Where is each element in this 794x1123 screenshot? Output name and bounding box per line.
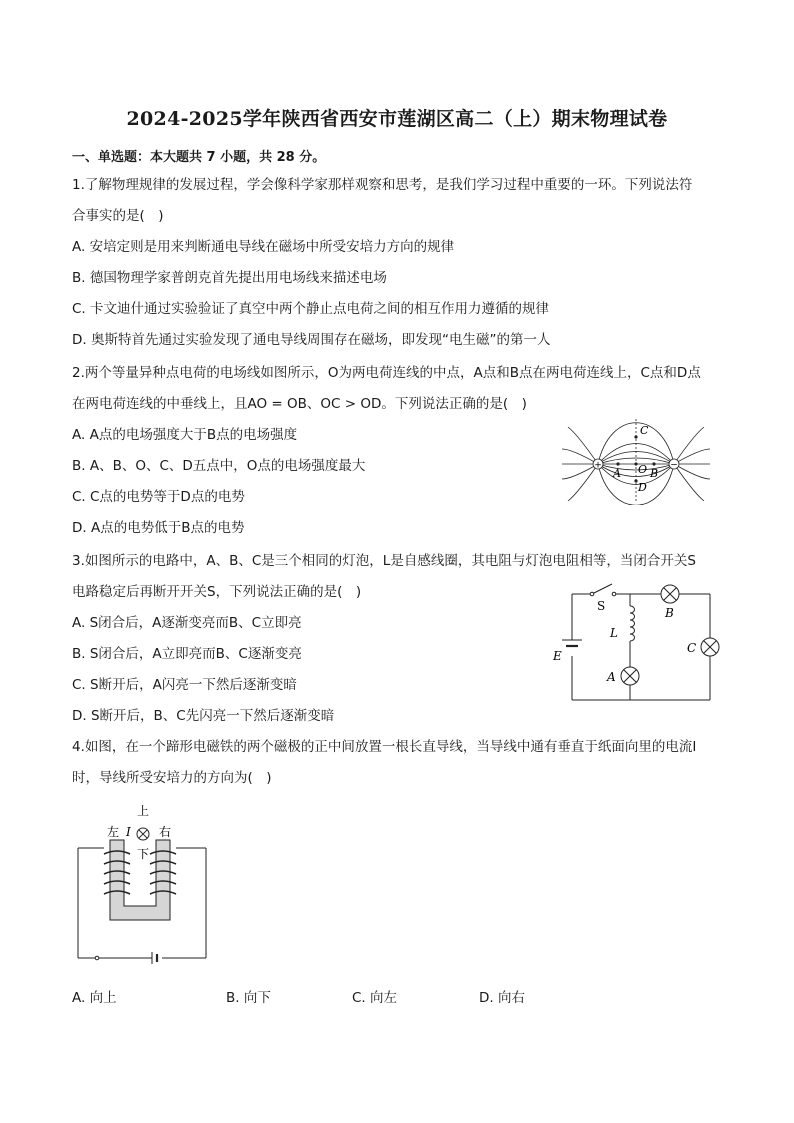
point-b-label: B — [650, 467, 659, 480]
bulb-b-label: B — [665, 606, 674, 620]
q3-option-c[interactable]: C. S断开后，A闪亮一下然后逐渐变暗 — [72, 677, 297, 693]
q1-stem-line2: 合事实的是( ) — [72, 208, 164, 224]
direction-up-label: 上 — [137, 804, 150, 818]
q2-option-c[interactable]: C. C点的电势等于D点的电势 — [72, 489, 245, 505]
page-title: 2024-2025学年陕西省西安市莲湖区高二（上）期末物理试卷 — [126, 108, 668, 130]
q3-stem-line1: 3.如图所示的电路中，A、B、C是三个相同的灯泡，L是自感线圈，其电阻与灯泡电阻相等，当闭合开关S — [72, 553, 696, 569]
battery-e-label: E — [553, 649, 562, 663]
q2-option-d[interactable]: D. A点的电势低于B点的电势 — [72, 520, 245, 536]
electromagnet-diagram — [70, 798, 220, 968]
q4-stem-line1: 4.如图，在一个蹄形电磁铁的两个磁极的正中间放置一根长直导线，当导线中通有垂直于纸面向里的电流I — [72, 739, 697, 755]
q3-option-a[interactable]: A. S闭合后，A逐渐变亮而B、C立即亮 — [72, 615, 302, 631]
q1-option-c[interactable]: C. 卡文迪什通过实验验证了真空中两个静止点电荷之间的相互作用力遵循的规律 — [72, 301, 550, 317]
point-a-label: A — [613, 467, 621, 480]
point-d-label: D — [638, 481, 647, 494]
q4-stem-line2: 时，导线所受安培力的方向为( ) — [72, 770, 272, 786]
q2-option-b[interactable]: B. A、B、O、C、D五点中，O点的电场强度最大 — [72, 458, 366, 474]
switch-s-label: S — [597, 599, 606, 613]
bulb-c-label: C — [687, 641, 697, 655]
negative-charge-label: − — [670, 460, 678, 471]
point-o-label: O — [638, 463, 648, 476]
point-c-label: C — [640, 424, 649, 437]
current-i-label: I — [126, 825, 131, 839]
q3-stem-line2: 电路稳定后再断开开关S，下列说法正确的是( ) — [72, 584, 362, 600]
section-heading: 一、单选题：本大题共 7 小题，共 28 分。 — [72, 150, 326, 165]
positive-charge-label: + — [594, 460, 602, 471]
q4-option-a[interactable]: A. 向上 — [72, 990, 117, 1006]
q4-option-d[interactable]: D. 向右 — [479, 990, 525, 1006]
q4-option-c[interactable]: C. 向左 — [352, 990, 398, 1006]
bulb-a-label: A — [607, 670, 616, 684]
q2-stem-line2: 在两电荷连线的中垂线上，且AO = OB、OC > OD。下列说法正确的是( ) — [72, 396, 527, 412]
q4-option-b[interactable]: B. 向下 — [226, 990, 271, 1006]
circuit-diagram — [550, 576, 730, 706]
electric-field-diagram — [560, 415, 740, 505]
q2-option-a[interactable]: A. A点的电场强度大于B点的电场强度 — [72, 427, 298, 443]
q1-option-d[interactable]: D. 奥斯特首先通过实验发现了通电导线周围存在磁场，即发现“电生磁”的第一人 — [72, 332, 551, 348]
inductor-l-label: L — [610, 626, 618, 640]
direction-down-label: 下 — [137, 847, 150, 861]
q3-option-d[interactable]: D. S断开后，B、C先闪亮一下然后逐渐变暗 — [72, 708, 335, 724]
direction-right-label: 右 — [159, 825, 172, 839]
q1-option-b[interactable]: B. 德国物理学家普朗克首先提出用电场线来描述电场 — [72, 270, 387, 286]
q3-option-b[interactable]: B. S闭合后，A立即亮而B、C逐渐变亮 — [72, 646, 302, 662]
q1-stem-line1: 1.了解物理规律的发展过程，学会像科学家那样观察和思考，是我们学习过程中重要的一环。下列说法符 — [72, 177, 693, 193]
q1-option-a[interactable]: A. 安培定则是用来判断通电导线在磁场中所受安培力方向的规律 — [72, 239, 455, 255]
q2-stem-line1: 2.两个等量异种点电荷的电场线如图所示，O为两电荷连线的中点，A点和B点在两电荷连线上，C点和D点 — [72, 365, 701, 381]
direction-left-label: 左 — [107, 825, 120, 839]
